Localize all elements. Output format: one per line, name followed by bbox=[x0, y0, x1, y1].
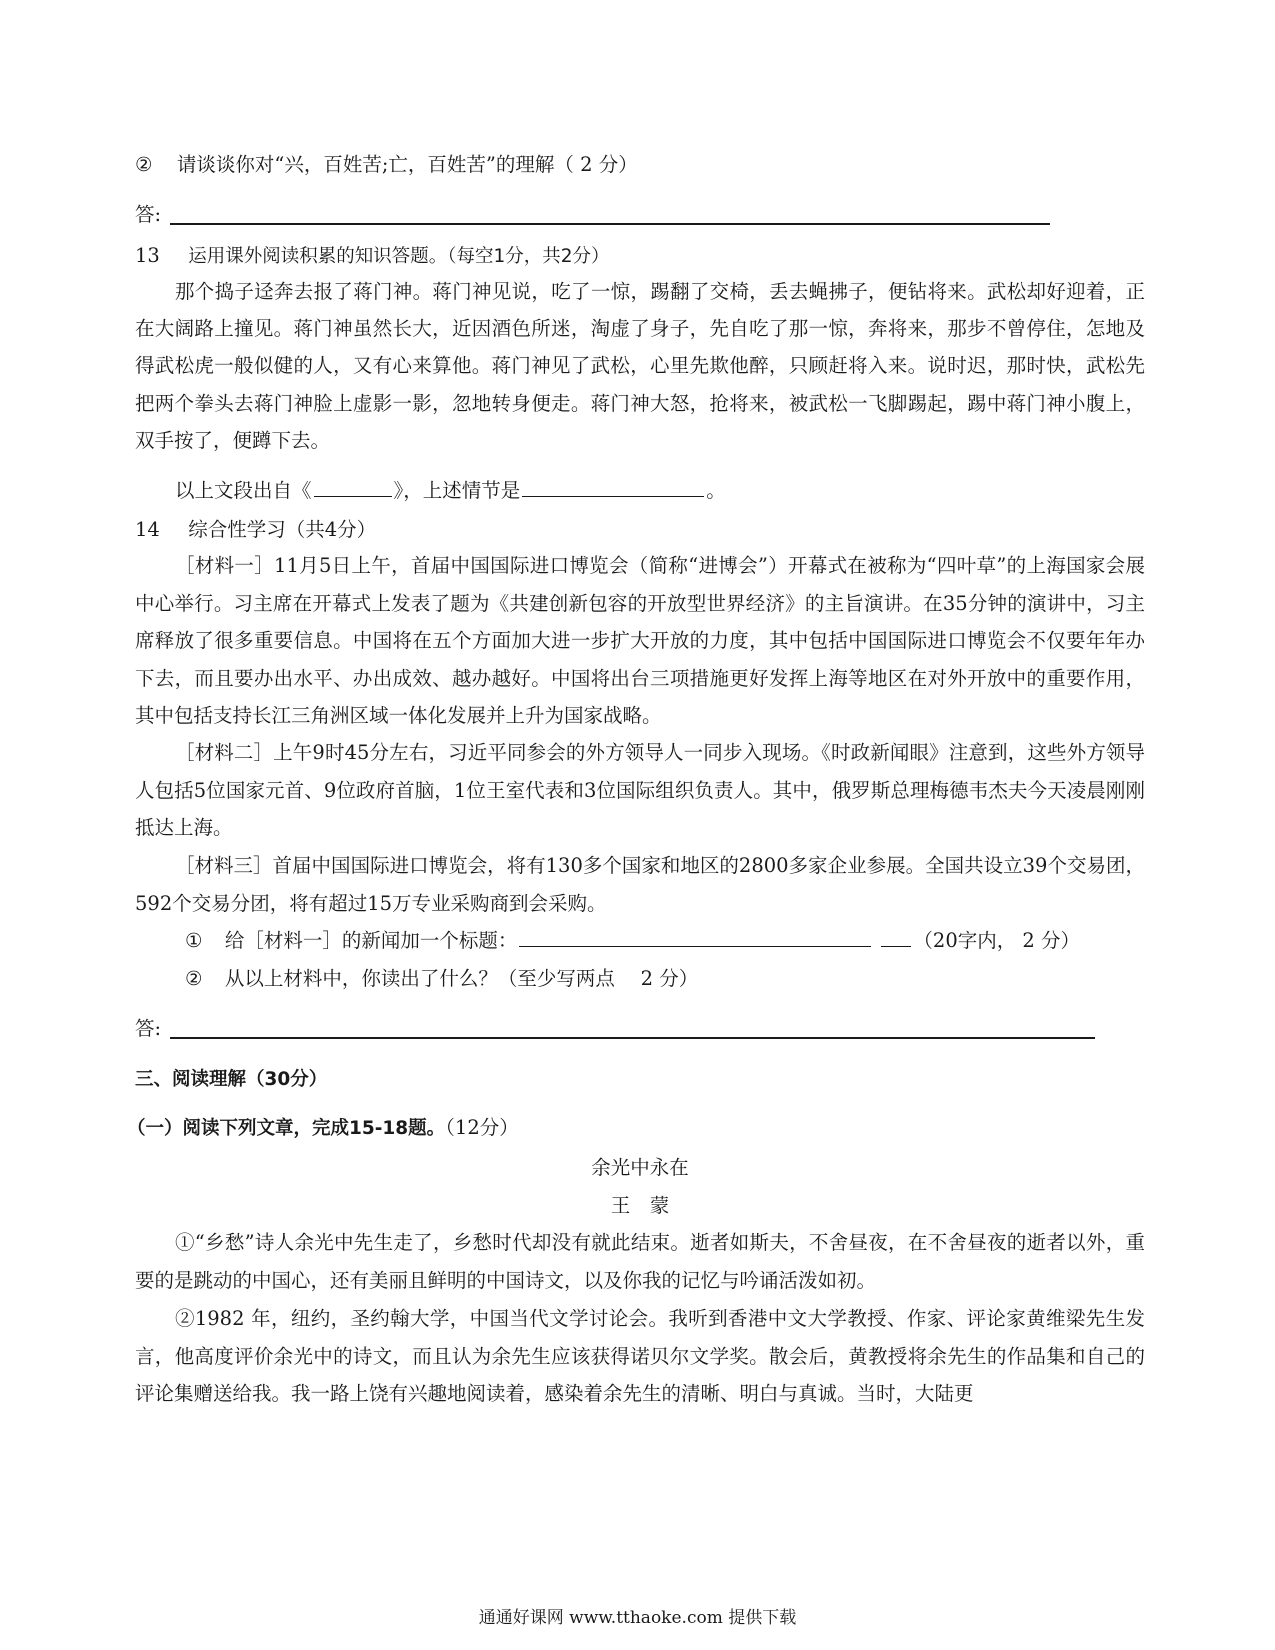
q14-title-blank[interactable] bbox=[519, 924, 871, 947]
q13-plot-blank[interactable] bbox=[522, 474, 704, 497]
q13-fill-end: 。 bbox=[706, 479, 726, 502]
q13-passage: 那个捣子迳奔去报了蒋门神。蒋门神见说，吃了一惊，踢翻了交椅，丢去蝇拂子，便钻将来。武松却好迎着，正在大阔路上撞见。蒋门神虽然长大，近因酒色所迷，淘虚了身子，先自吃了那一惊，奔将来，那步不曾停住，怎地及得武松虎一般似健的人，又有心来算他。蒋门神见了武松，心里先欺他醉，只顾赶将入来。说时迟，那时快，武松先把两个拳头去蒋门神脸上虚影一影，忽地转身便走。蒋门神大怒，抢将来，被武松一飞脚踢起，踢中蒋门神小腹上，双手按了，便蹲下去。 bbox=[135, 280, 1145, 452]
q13-fill-mid: 》，上述情节是 bbox=[393, 479, 521, 502]
q13-fill-line bbox=[175, 472, 1185, 510]
q14-material3: ［材料三］首届中国国际进口博览会，将有130多个国家和地区的2800多家企业参展。全国共设立39个交易团，592个交易分团，将有超过15万专业采购商到会采购。 bbox=[135, 854, 1145, 915]
q14-heading bbox=[135, 511, 1145, 549]
answer-label: 答: bbox=[135, 1017, 162, 1040]
q13-fill-prefix: 以上文段出自《 bbox=[175, 479, 312, 502]
q13-heading bbox=[135, 237, 1145, 276]
article-paragraph-1: ①“乡愁”诗人余光中先生走了，乡愁时代却没有就此结束。逝者如斯夫，不舍昼夜，在不舍昼夜的逝者以外，重要的是跳动的中国心，还有美丽且鲜明的中国诗文，以及你我的记忆与吟诵活泼如初。 bbox=[135, 1231, 1145, 1292]
q12-sub2-text: 请谈谈你对“兴，百姓苦;亡，百姓苦”的理解（ 2 分） bbox=[176, 153, 638, 176]
part1-heading-score: （12分） bbox=[445, 1116, 519, 1139]
q13-book-blank[interactable] bbox=[314, 474, 392, 497]
q14-sub2-text: 从以上材料中，你读出了什么？（至少写两点 2 分） bbox=[224, 967, 699, 990]
q14-sub2-number: ② bbox=[185, 967, 203, 990]
q14-sub1-suffix: （20字内， 2 分） bbox=[913, 929, 1081, 952]
article-title: 余光中永在 bbox=[591, 1156, 689, 1179]
q12-sub2 bbox=[135, 146, 1145, 184]
article-paragraph-2: ②1982 年，纽约，圣约翰大学，中国当代文学讨论会。我听到香港中文大学教授、作家、评论家黄维梁先生发言，他高度评价余光中的诗文，而且认为余先生应该获得诺贝尔文学奖。散会后，黄教授将余先生的作品集和自己的评论集赠送给我。我一路上饶有兴趣地阅读着，感染着余先生的清晰、明白与真诚。当时，大陆更 bbox=[135, 1307, 1145, 1405]
q12-answer-line[interactable] bbox=[170, 223, 1050, 225]
article-author: 王 蒙 bbox=[610, 1194, 670, 1217]
q14-title-blank-tail[interactable] bbox=[881, 924, 911, 947]
q13-title: 运用课外阅读积累的知识答题。（每空1分，共2分） bbox=[188, 246, 610, 267]
q12-answer-label bbox=[135, 196, 1145, 234]
q13-number: 13 bbox=[135, 244, 160, 267]
q14-title: 综合性学习（共4分） bbox=[188, 518, 377, 541]
q14-answer-label bbox=[135, 1010, 1145, 1048]
part1-heading-text: （一）阅读下列文章，完成15-18题。 bbox=[127, 1118, 446, 1139]
q14-sub1-number: ① bbox=[185, 929, 203, 952]
part1-heading bbox=[127, 1109, 1137, 1148]
page-footer: 通通好课网 www.tthaoke.com 提供下载 bbox=[478, 1608, 797, 1628]
q14-sub1-text: 给［材料一］的新闻加一个标题： bbox=[224, 929, 518, 952]
q14-sub1 bbox=[185, 922, 1195, 960]
section3-heading: 三、阅读理解（30分） bbox=[135, 1069, 328, 1090]
q14-number: 14 bbox=[135, 518, 160, 541]
q14-material1: ［材料一］11月5日上午，首届中国国际进口博览会（简称“进博会”）开幕式在被称为“四叶草”的上海国家会展中心举行。习主席在开幕式上发表了题为《共建创新包容的开放型世界经济》的主旨演讲。在35分钟的演讲中，习主席释放了很多重要信息。中国将在五个方面加大进一步扩大开放的力度，其中包括中国国际进口博览会不仅要年年办下去，而且要办出水平、办出成效、越办越好。中国将出台三项措施更好发挥上海等地区在对外开放中的重要作用，其中包括支持长江三角洲区域一体化发展并上升为国家战略。 bbox=[135, 554, 1145, 727]
q12-sub2-number: ② bbox=[135, 153, 153, 176]
q14-sub2 bbox=[185, 960, 1195, 998]
answer-label: 答: bbox=[135, 203, 162, 226]
q14-answer-line[interactable] bbox=[170, 1037, 1095, 1039]
q14-material2: ［材料二］上午9时45分左右，习近平同参会的外方领导人一同步入现场。《时政新闻眼》注意到，这些外方领导人包括5位国家元首、9位政府首脑，1位王室代表和3位国际组织负责人。其中，俄罗斯总理梅德韦杰夫今天凌晨刚刚抵达上海。 bbox=[135, 741, 1145, 839]
